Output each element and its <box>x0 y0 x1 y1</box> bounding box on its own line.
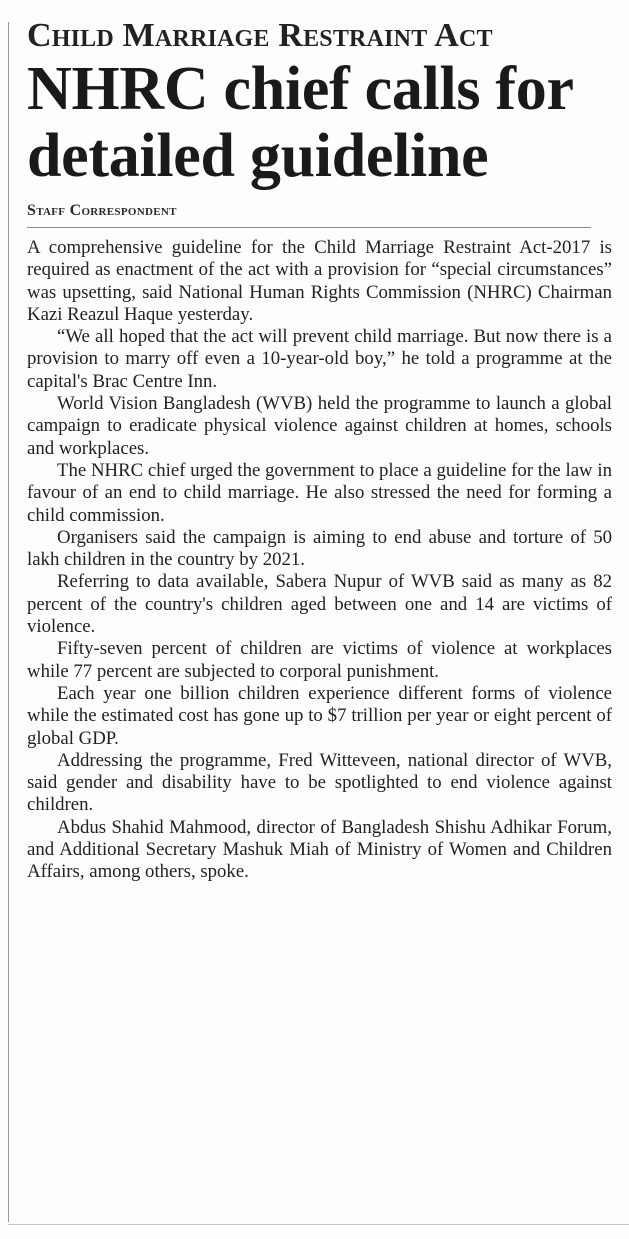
byline-box <box>27 201 591 228</box>
paragraph-4: The NHRC chief urged the government to place a guideline for the law in favour of an end to child marriage. He also stressed the need for forming a child commission. <box>27 459 612 526</box>
paragraph-2: “We all hoped that the act will prevent child marriage. But now there is a provision to marry off even a 10-year-old boy,” he told a programme at the capital's Brac Centre Inn. <box>27 326 612 392</box>
byline: Staff Correspondent <box>27 202 177 219</box>
paragraph-9: Addressing the programme, Fred Witteveen, national director of WVB, said gender and disability have to be spotlighted to end violence against children. <box>27 749 612 816</box>
headline: NHRC chief calls for detailed guideline <box>27 55 573 190</box>
kicker: Child Marriage Restraint Act <box>27 17 493 54</box>
paragraph-3: World Vision Bangladesh (WVB) held the programme to launch a global campaign to eradicate physical violence against children at homes, schools and workplaces. <box>27 393 612 459</box>
article-content <box>27 16 619 884</box>
article-body <box>27 237 612 884</box>
paragraph-5: Organisers said the campaign is aiming to end abuse and torture of 50 lakh children in the country by 2021. <box>27 526 612 571</box>
bottom-rule <box>8 1224 629 1225</box>
paragraph-7: Fifty-seven percent of children are victims of violence at workplaces while 77 percent are subjected to corporal punishment. <box>27 638 612 682</box>
paragraph-10: Abdus Shahid Mahmood, director of Bangladesh Shishu Adhikar Forum, and Additional Secretary Mashuk Miah of Ministry of Women and Children Affairs, among others, spoke. <box>27 816 612 883</box>
paragraph-6: Referring to data available, Sabera Nupur of WVB said as many as 82 percent of the country's children aged between one and 14 are victims of violence. <box>27 571 612 638</box>
column-rule <box>8 22 9 1222</box>
paragraph-8: Each year one billion children experience different forms of violence while the estimated cost has gone up to $7 trillion per year or eight percent of global GDP. <box>27 682 612 749</box>
paragraph-1: A comprehensive guideline for the Child Marriage Restraint Act-2017 is required as enactment of the act with a provision for “special circumstances” was upsetting, said National Human Rights Commission (NHRC) Chairman Kazi Reazul Haque yesterday. <box>27 237 612 325</box>
